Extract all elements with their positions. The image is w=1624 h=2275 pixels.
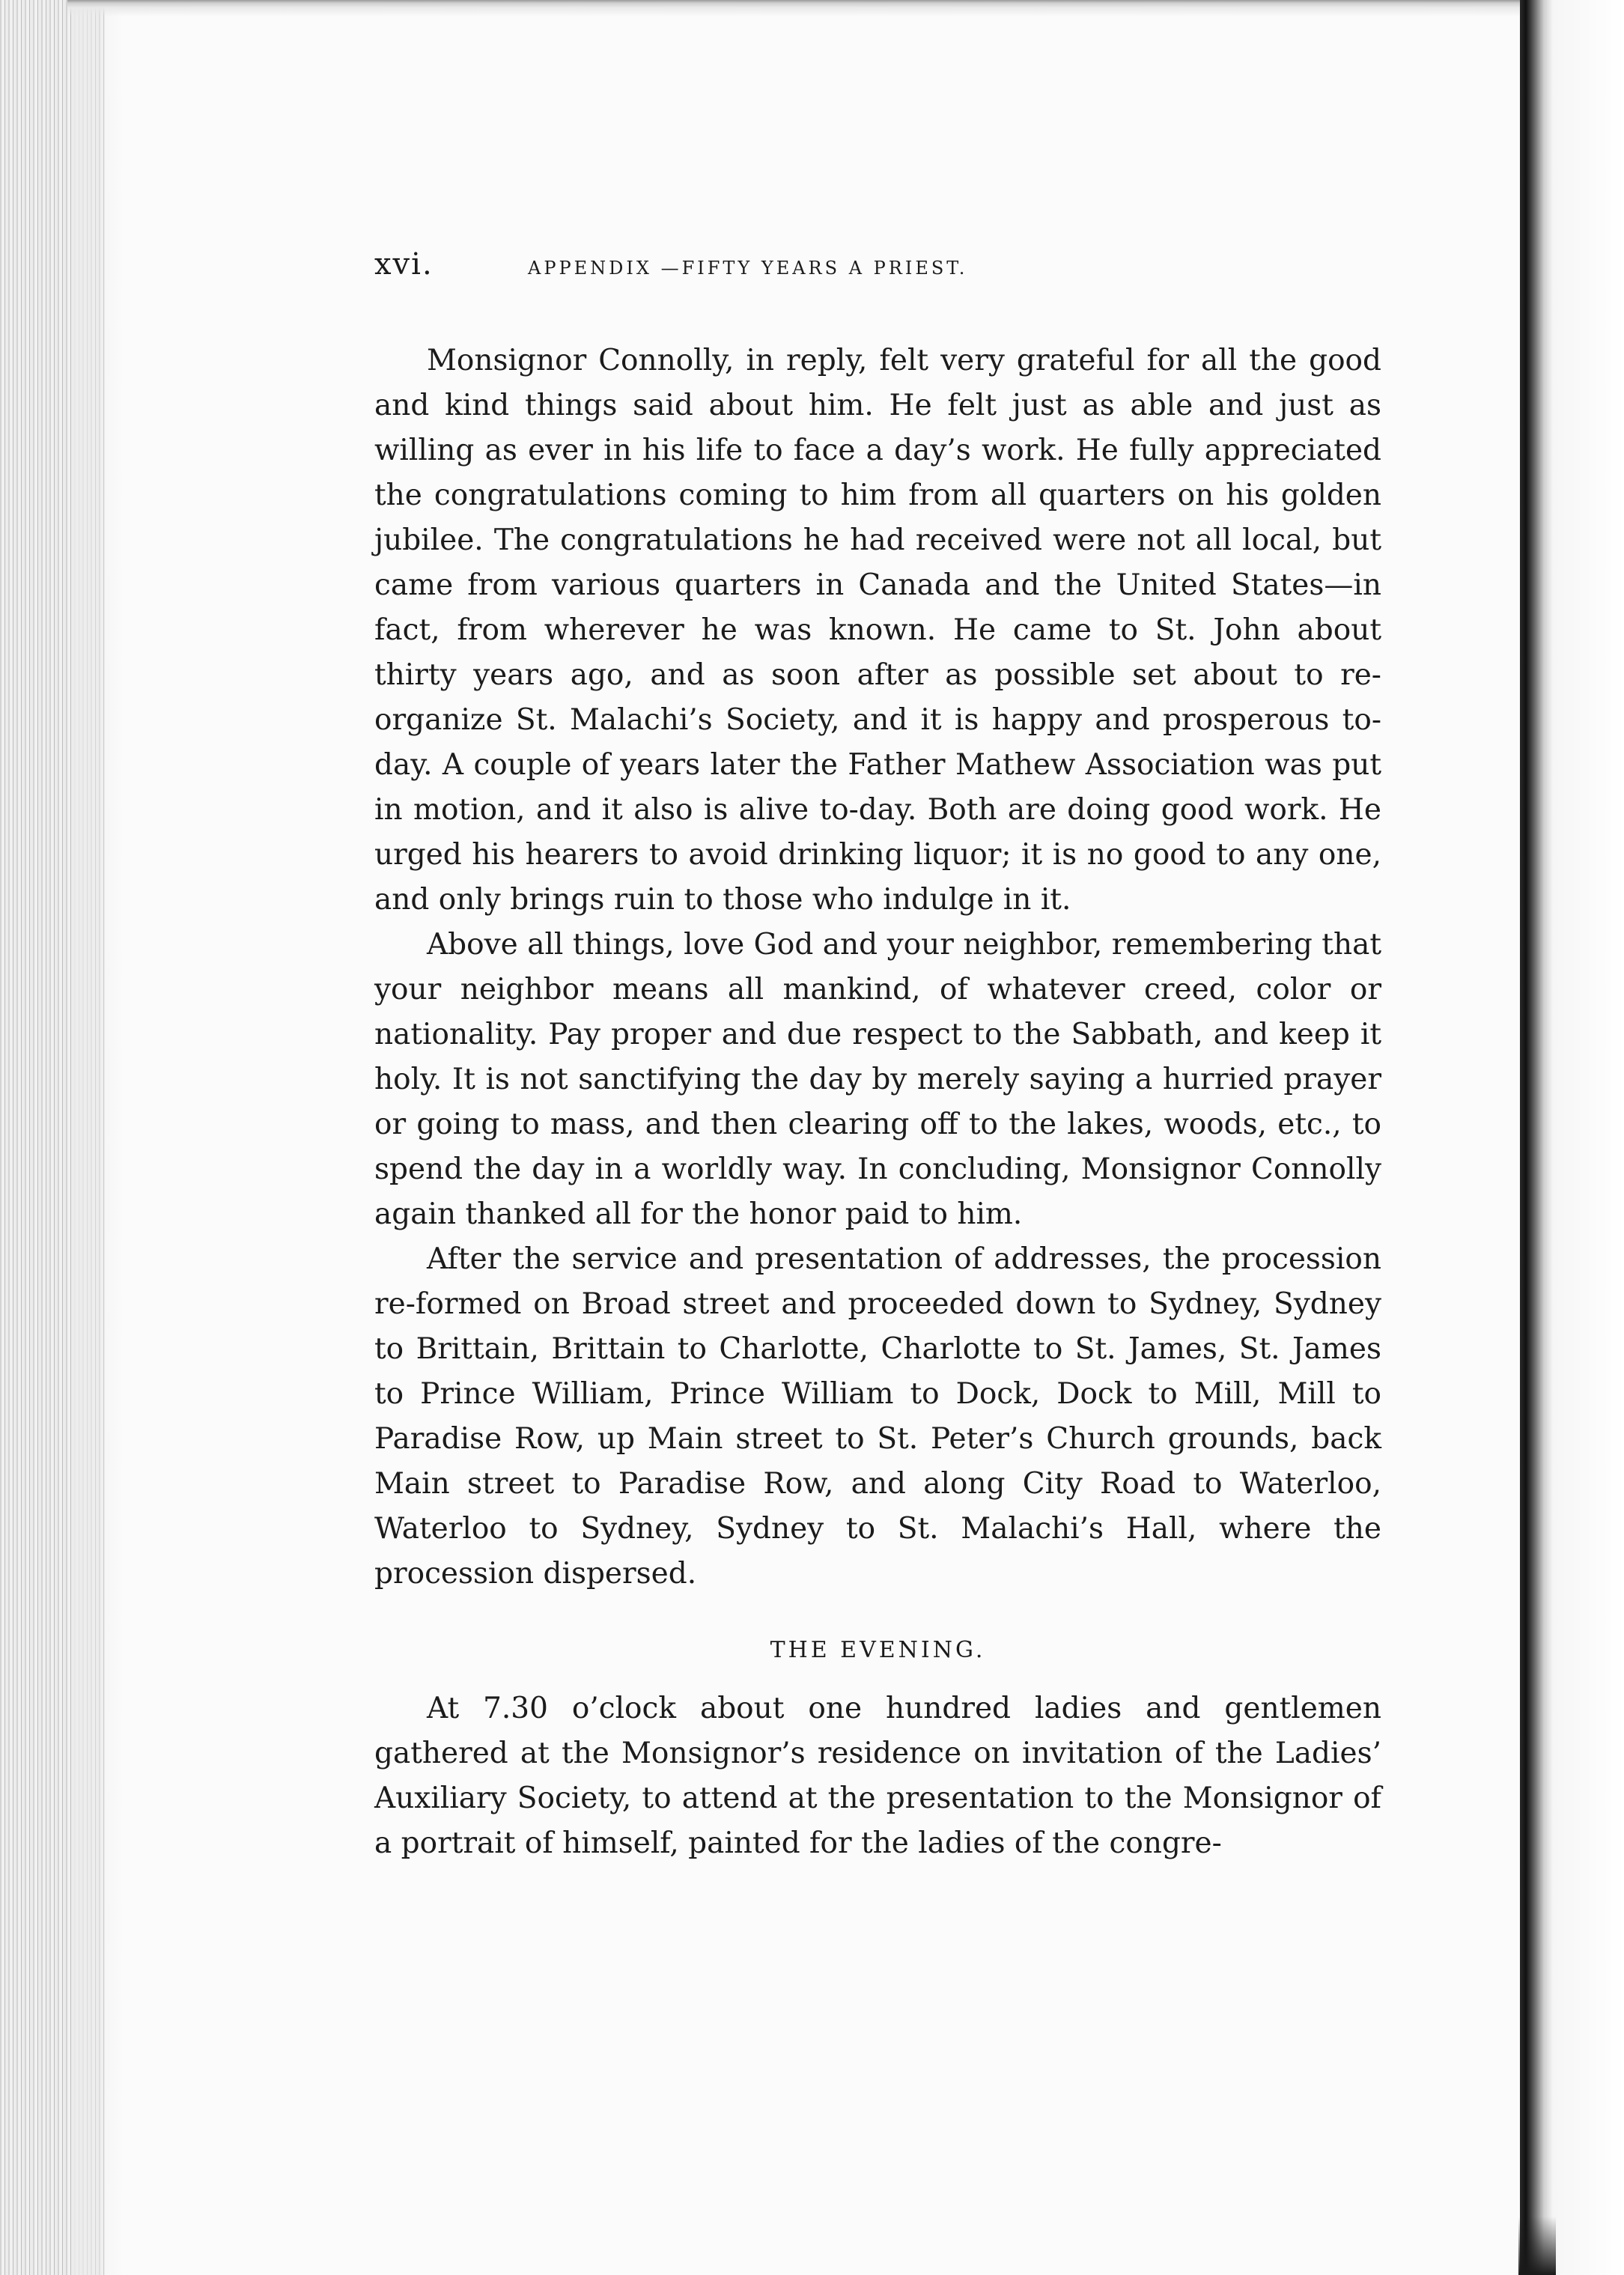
paragraph-evening: At 7.30 o’clock about one hundred ladies and gentlemen gathered at the Monsignor’s residence on invitation of the Ladies’ Auxiliary Society, to attend at the presentation to the Monsignor of a portrait of himself, painted for the ladies of the congre- — [374, 1692, 1381, 1860]
page-gutter-shadow — [71, 0, 124, 2275]
running-head-title: APPENDIX —FIFTY YEARS A PRIEST. — [528, 258, 968, 279]
page-number: xvi. — [374, 247, 434, 282]
book-page — [374, 247, 1381, 1866]
book-spine-edge — [1520, 0, 1624, 2275]
paragraph-reply: Monsignor Connolly, in reply, felt very grateful for all the good and kind things said about him. He felt just as able and just as willing as ever in his life to face a day’s work. He fully appreciated the congratulations coming to him from all quarters on his golden jubilee. The congratulations he had received were not all local, but came from various quarters in Canada and the United States—in fact, from wherever he was known. He came to St. John about thirty years ago, and as soon after as possible set about to re-organize St. Malachi’s Society, and it is happy and prosperous to-day. A couple of years later the Father Mathew Association was put in motion, and it also is alive to-day. Both are doing good work. He urged his hearers to avoid drinking liquor; it is no good to any one, and only brings ruin to those who indulge in it. — [374, 344, 1381, 917]
running-head — [374, 247, 1381, 285]
evening-text — [374, 1686, 1381, 1866]
paragraph-love-god: Above all things, love God and your neighbor, remembering that your neighbor means all mankind, of whatever creed, color or nationality. Pay proper and due respect to the Sabbath, and keep it holy. It is not sanctifying the day by merely saying a hurried prayer or going to mass, and then clearing off to the lakes, woods, etc., to spend the day in a worldly way. In concluding, Monsignor Connolly again thanked all for the honor paid to him. — [374, 928, 1381, 1231]
paragraph-procession: After the service and presentation of addresses, the procession re-formed on Broad street and proceeded down to Sydney, Sydney to Brittain, Brittain to Charlotte, Charlotte to St. James, St. James to Prince William, Prince William to Dock, Dock to Mill, Mill to Paradise Row, up Main street to St. Peter’s Church grounds, back Main street to Paradise Row, and along City Road to Waterloo, Waterloo to Sydney, Sydney to St. Malachi’s Hall, where the procession dispersed. — [374, 1242, 1381, 1591]
page-top-edge — [67, 0, 1535, 16]
body-text — [374, 338, 1381, 1597]
corner-shadow — [1518, 2217, 1556, 2275]
section-heading: THE EVENING. — [770, 1637, 986, 1663]
